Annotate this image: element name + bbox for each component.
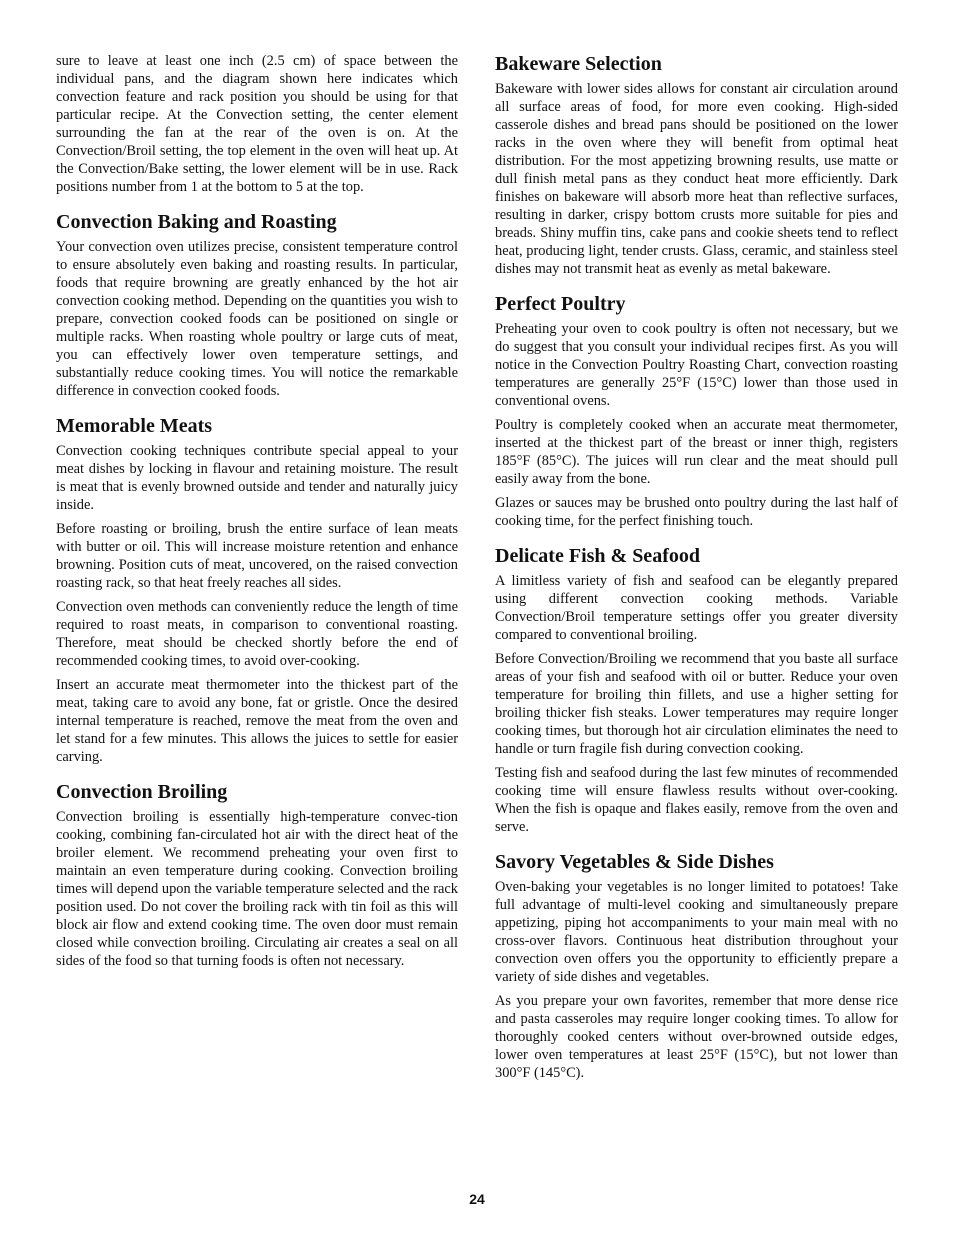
meats-paragraph-2: Before roasting or broiling, brush the entire surface of lean meats with butter or oil. This will increase moisture retention and enhance browning. Position cuts of meat, uncovered, on the raised convection roasting rack, so that heat freely reaches all sides.	[56, 521, 458, 591]
fish-paragraph-2: Before Convection/Broiling we recommend that you baste all surface areas of your fish and seafood with oil or butter. Reduce your oven temperature for broiling thin fillets, and use a higher setting for broiling thicker fish steaks. Lower temperatures may require longer cooking times, but thorough hot air circulation eliminates the need to handle or turn fragile fish during convection cooking.	[495, 651, 898, 757]
baking-roasting-paragraph: Your convection oven utilizes precise, consistent temperature control to ensure absolutely even baking and roasting results. In particular, foods that require browning are greatly enhanced by the hot air convection cooking method. Depending on the quantities you wish to prepare, convection cooked foods can be positioned on single or multiple racks. When roasting whole poultry or large cuts of meat, you can effectively lower oven temperature settings, and substantially reduce cooking times. You will notice the remarkable difference in convection cooked foods.	[56, 239, 458, 399]
vegetables-paragraph-1: Oven-baking your vegetables is no longer limited to potatoes! Take full advantage of multi-level cooking and simultaneously prepare appetizing, piping hot accompaniments to your main meal with no cross-over flavors. Continuous heat distribution throughout your convection oven offers you the opportunity to efficiently prepare a variety of side dishes and vegetables.	[495, 879, 898, 985]
page-number: 24	[469, 1191, 485, 1207]
left-column	[56, 52, 458, 976]
heading-convection-broiling: Convection Broiling	[56, 781, 228, 803]
heading-perfect-poultry: Perfect Poultry	[495, 293, 626, 315]
heading-convection-baking-roasting: Convection Baking and Roasting	[56, 211, 337, 233]
meats-paragraph-4: Insert an accurate meat thermometer into the thickest part of the meat, taking care to avoid any bone, fat or gristle. Once the desired internal temperature is reached, remove the meat from the oven and let stand for a few minutes. This allows the juices to settle for easier carving.	[56, 677, 458, 765]
bakeware-paragraph: Bakeware with lower sides allows for constant air circulation around all surface areas of food, for more even cooking. High-sided casserole dishes and bread pans should be positioned on the lower racks in the oven where they will benefit from optimal heat distribution. For the most appetizing browning results, use matte or dull finish metal pans as they conduct heat more efficiently. Dark finishes on bakeware will absorb more heat than reflective surfaces, resulting in darker, crispy bottom crusts more suitable for pies and breads. Shiny muffin tins, cake pans and cookie sheets tend to reflect heat, producing light, tender crusts. Glass, ceramic, and stainless steel dishes may not transmit heat as evenly as metal bakeware.	[495, 81, 898, 277]
heading-savory-vegetables: Savory Vegetables & Side Dishes	[495, 851, 774, 873]
fish-paragraph-3: Testing fish and seafood during the last few minutes of recommended cooking time will ensure flawless results without over-cooking. When the fish is opaque and flakes easily, remove from the oven and serve.	[495, 765, 898, 835]
poultry-paragraph-2: Poultry is completely cooked when an accurate meat thermometer, inserted at the thickest part of the breast or inner thigh, registers 185°F (85°C). The juices will run clear and the meat should pull easily away from the bone.	[495, 417, 898, 487]
meats-paragraph-1: Convection cooking techniques contribute special appeal to your meat dishes by locking in flavour and retaining moisture. The result is meat that is evenly browned outside and tender and naturally juicy inside.	[56, 443, 458, 513]
poultry-paragraph-3: Glazes or sauces may be brushed onto poultry during the last half of cooking time, for the perfect finishing touch.	[495, 495, 898, 529]
heading-memorable-meats: Memorable Meats	[56, 415, 213, 437]
poultry-paragraph-1: Preheating your oven to cook poultry is often not necessary, but we do suggest that you consult your individual recipes first. As you will notice in the Convection Poultry Roasting Chart, convection roasting temperatures are generally 25°F (15°C) lower than those used in conventional ovens.	[495, 321, 898, 409]
right-column	[495, 52, 898, 1088]
vegetables-paragraph-2: As you prepare your own favorites, remember that more dense rice and pasta casseroles may require longer cooking times. To allow for thoroughly cooked centers without over-browned outside edges, lower oven temperatures at least 25°F (15°C), but not lower than 300°F (145°C).	[495, 993, 898, 1081]
fish-paragraph-1: A limitless variety of fish and seafood can be elegantly prepared using different convection cooking methods. Variable Convection/Broil temperature settings offer you greater diversity compared to conventional broiling.	[495, 573, 898, 643]
meats-paragraph-3: Convection oven methods can conveniently reduce the length of time required to roast meats, in comparison to conventional roasting. Therefore, meat should be checked shortly before the end of recommended cooking times, to avoid over-cooking.	[56, 599, 458, 669]
heading-bakeware-selection: Bakeware Selection	[495, 53, 662, 75]
heading-delicate-fish-seafood: Delicate Fish & Seafood	[495, 545, 700, 567]
broiling-paragraph: Convection broiling is essentially high-temperature convec-tion cooking, combining fan-circulated hot air with the direct heat of the broiler element. We recommend preheating your oven first to maintain an even temperature during cooking. Convection broiling times will depend upon the variable temperature selected and the rack position used. Do not cover the broiling rack with tin foil as this will block air flow and extend cooking time. The oven door must remain closed while convection broiling. Circulating air creates a seal on all sides of the food so that turning foods is often not necessary.	[56, 809, 458, 969]
intro-paragraph: sure to leave at least one inch (2.5 cm) of space between the individual pans, and the diagram shown here indicates which convection feature and rack position you should be using for that particular recipe. At the Convection setting, the center element surrounding the fan at the rear of the oven is on. At the Convection/Broil setting, the top element in the oven will heat up. At the Convection/Bake setting, the lower element will be in use. Rack positions number from 1 at the bottom to 5 at the top.	[56, 53, 458, 195]
